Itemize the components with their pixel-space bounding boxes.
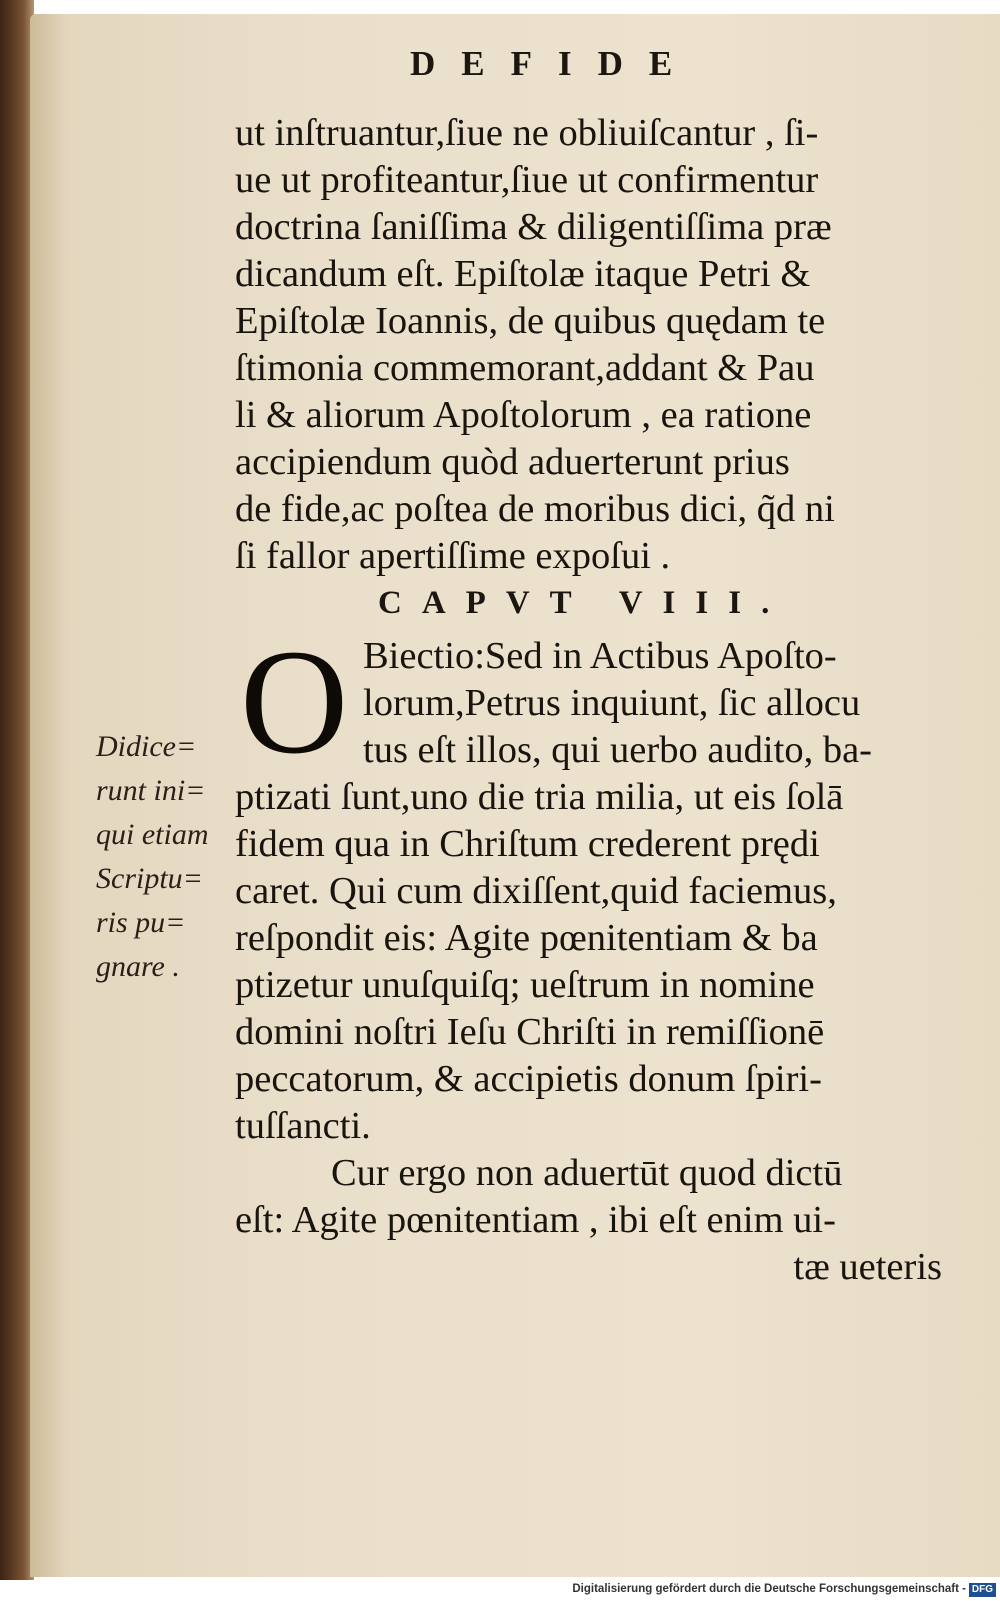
text-line: ptizetur unuſquiſq; ueſtrum in nomine xyxy=(235,964,815,1006)
funding-credit: Digitalisierung gefördert durch die Deutsche Forschungsgemeinschaft - xyxy=(572,1583,966,1595)
book-spine xyxy=(0,0,34,1580)
text-line: Cur ergo non aduertūt quod dictū xyxy=(331,1152,843,1194)
text-line: dicandum eſt. Epiſtolæ itaque Petri & xyxy=(235,253,811,295)
text-line: Biectio:Sed in Actibus Apoſto- xyxy=(363,635,837,677)
text-line: ſtimonia commemorant,addant & Pau xyxy=(235,347,815,389)
text-line: doctrina ſaniſſima & diligentiſſima præ xyxy=(235,206,832,248)
text-line: caret. Qui cum dixiſſent,quid faciemus, xyxy=(235,870,837,912)
text-line: ſi fallor apertiſſime expoſui . xyxy=(235,535,671,577)
text-line: lorum,Petrus inquiunt, ſic allocu xyxy=(363,682,861,724)
margin-note-line: Didice= xyxy=(96,730,197,763)
text-line: tus eſt illos, qui uerbo audito, ba- xyxy=(363,729,872,771)
paragraph-1 xyxy=(235,110,960,580)
text-line: fidem qua in Chriſtum crederent prędi xyxy=(235,823,820,865)
catchword: tæ ueteris xyxy=(793,1246,942,1288)
margin-note-line: runt ini= xyxy=(96,774,206,807)
dfg-logo: DFG xyxy=(969,1583,996,1597)
text-line: ptizati ſunt,uno die tria milia, ut eis ſolā xyxy=(235,776,844,818)
footer-bar xyxy=(0,1580,1000,1601)
paragraph-3 xyxy=(235,1150,960,1291)
text-line: Epiſtolæ Ioannis, de quibus quędam te xyxy=(235,300,826,342)
drop-cap: O xyxy=(240,619,349,785)
running-head: DEFIDE xyxy=(410,44,699,83)
margin-note-line: gnare . xyxy=(96,950,180,983)
margin-note-line: qui etiam xyxy=(96,818,209,851)
text-line: de fide,ac poſtea de moribus dici, q̃d ni xyxy=(235,488,835,530)
text-line: peccatorum, & accipietis donum ſpiri- xyxy=(235,1058,822,1100)
marginal-note xyxy=(96,725,236,989)
chapter-heading: CAPVT VIII. xyxy=(378,585,790,621)
text-line: accipiendum quòd aduerterunt prius xyxy=(235,441,790,483)
text-line: li & aliorum Apoſtolorum , ea ratione xyxy=(235,394,812,436)
margin-note-line: ris pu= xyxy=(96,906,186,939)
text-line: reſpondit eis: Agite pœnitentiam & ba xyxy=(235,917,818,959)
text-line: eſt: Agite pœnitentiam , ibi eſt enim ui- xyxy=(235,1199,836,1241)
paragraph-2 xyxy=(235,619,960,1150)
text-line: ue ut profiteantur,ſiue ut confirmentur xyxy=(235,159,819,201)
margin-note-line: Scriptu= xyxy=(96,862,203,895)
text-line: tuſſancti. xyxy=(235,1105,371,1147)
text-line: domini noſtri Ieſu Chriſti in remiſſionē xyxy=(235,1011,825,1053)
text-line: ut inſtruantur,ſiue ne obliuiſcantur , ſi- xyxy=(235,112,819,154)
